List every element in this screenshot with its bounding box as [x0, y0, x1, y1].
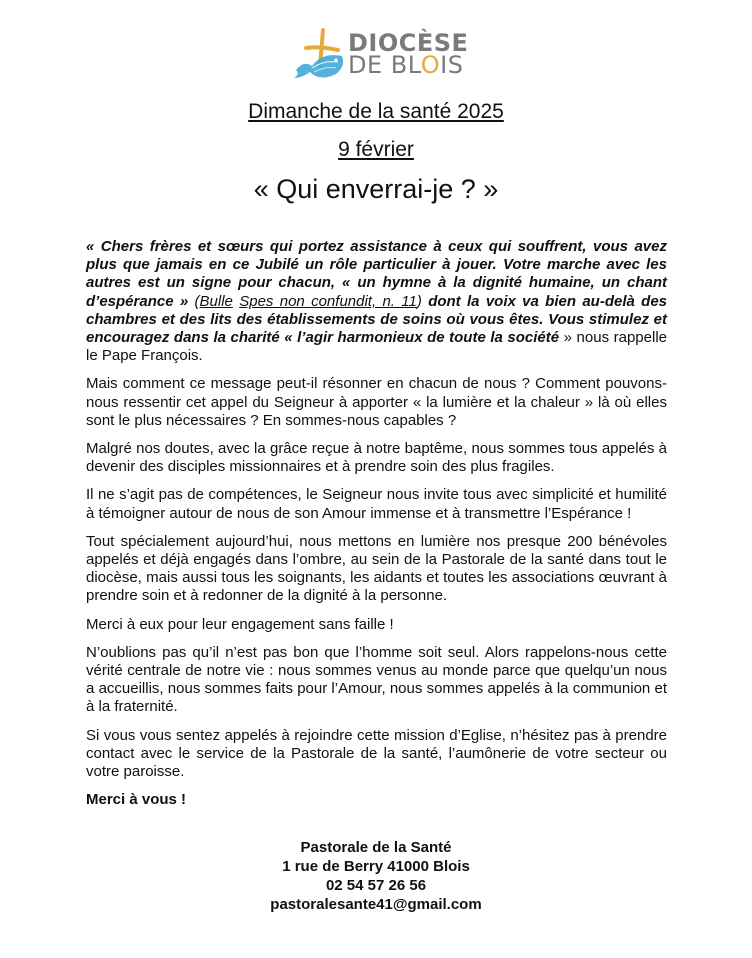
logo-line2-end: IS — [440, 51, 464, 79]
logo-line1: DIOCÈSE — [348, 29, 469, 57]
contact-email[interactable]: pastoralesante41@gmail.com — [270, 896, 482, 913]
contact-block — [0, 838, 752, 914]
pope-quote-closing: » nous rappelle le Pape François. — [86, 329, 667, 365]
paragraph-5: Tout spécialement aujourd’hui, nous mettons en lumière nos presque 200 bénévoles appelés et déjà engagés dans l’ombre, au sein de la Pastorale de la santé dans tout le diocèse, mais aussi tous les soignants, les aidants et toutes les associations œuvrant à prendre soin et à redonner de la dignité à la personne. — [86, 532, 667, 605]
quote-title: « Qui enverrai-je ? » — [253, 174, 499, 204]
event-date: 9 février — [338, 138, 414, 161]
paragraph-6: Merci à eux pour leur engagement sans faille ! — [86, 615, 394, 633]
letter-body — [86, 238, 667, 819]
pope-quote-part1: « Chers frères et sœurs qui portez assistance à ceux qui souffrent, vous avez plus que jamais en ce Jubilé un rôle particulier à jouer. Votre marche avec les autres est un signe pour chacun, « un hymne à la dignité humaine, un chant d’espérance » — [86, 238, 667, 310]
logo-line2 — [348, 51, 468, 79]
paragraph-4: Il ne s’agit pas de compétences, le Seigneur nous invite tous avec simplicité et humilité à témoigner autour de nous de son Amour immense et à transmettre l’Espérance ! — [86, 486, 667, 522]
thanks-line: Merci à vous ! — [86, 791, 187, 809]
contact-phone: 02 54 57 26 56 — [325, 877, 427, 894]
ref-title: Spes non confundit, n. 11 — [239, 292, 417, 310]
paragraph-7: N’oublions pas qu’il n’est pas bon que l’homme soit seul. Alors rappelons-nous cette vérité centrale de notre vie : nous sommes venus au monde parce que quelqu’un nous a accueillis, nous sommes faits pour l’Amour, nous sommes appelés à la communion et à la fraternité. — [86, 643, 667, 716]
diocese-logo — [290, 26, 469, 82]
paragraph-3: Malgré nos doutes, avec la grâce reçue à notre baptême, nous sommes tous appelés à devenir des disciples missionnaires et à prendre soin des plus fragiles. — [86, 440, 667, 476]
logo-wordmark — [348, 29, 469, 79]
contact-address: 1 rue de Berry 41000 Blois — [282, 858, 470, 875]
paragraph-8: Si vous vous sentez appelés à rejoindre cette mission d’Eglise, n’hésitez pas à prendre contact avec le service de la Pastorale de la santé, l’aumônerie de votre secteur ou votre paroisse. — [86, 726, 667, 781]
logo-line2-accent: O — [420, 51, 441, 79]
logo-line2-start: DE BL — [348, 51, 421, 79]
pope-quote-part2: dont la voix va bien au-delà des chambres et des lits des établissements de soins où vous êtes. Vous stimulez et encouragez dans la charité « l’agir harmonieux de toute la société — [86, 292, 668, 347]
contact-name: Pastorale de la Santé — [300, 839, 452, 856]
paragraph-pope-quote — [86, 238, 667, 365]
cross-fish-icon — [290, 26, 350, 82]
title-block — [0, 98, 752, 206]
ref-open: ( — [188, 292, 200, 310]
paragraph-2: Mais comment ce message peut-il résonner en chacun de nous ? Comment pouvons-nous ressentir cet appel du Seigneur à apporter « la lumière et la chaleur » là où elles sont le plus nécessaires ? En sommes-nous capables ? — [86, 375, 667, 429]
page-title: Dimanche de la santé 2025 — [248, 100, 504, 123]
ref-close: ) — [416, 292, 422, 310]
ref-bulle: Bulle — [199, 292, 233, 310]
